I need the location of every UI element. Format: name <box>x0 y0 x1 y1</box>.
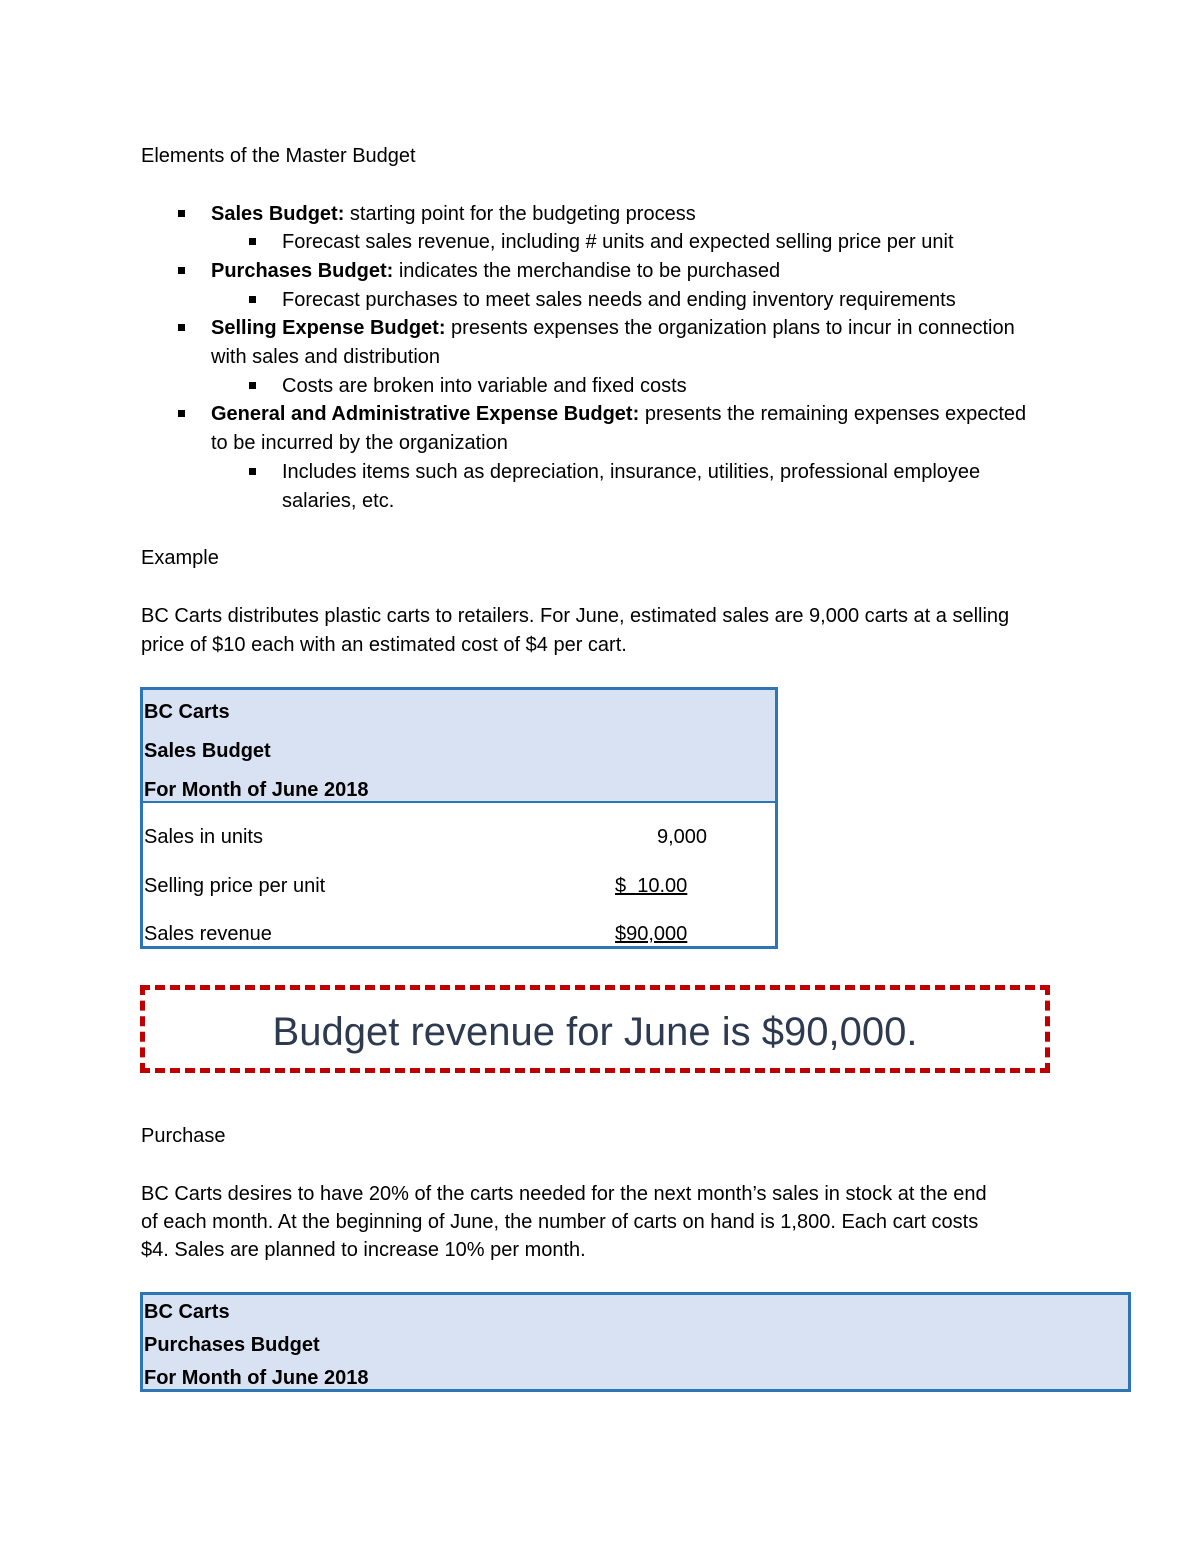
callout-text: Budget revenue for June is $90,000. <box>272 1010 918 1054</box>
list-item-term: General and Administrative Expense Budget: <box>211 403 640 425</box>
revenue-callout <box>140 985 1050 1073</box>
table-row-value: $ 10.00 <box>615 875 688 897</box>
sub-bullet-marker <box>249 382 256 389</box>
purchase-paragraph-line: $4. Sales are planned to increase 10% per month. <box>141 1239 586 1261</box>
list-item-term: Selling Expense Budget: <box>211 317 446 339</box>
bullet-marker <box>178 267 185 274</box>
sub-list-item: Costs are broken into variable and fixed costs <box>282 375 687 397</box>
sales-budget-header <box>143 690 775 803</box>
sub-bullet-marker <box>249 468 256 475</box>
sub-bullet-marker <box>249 296 256 303</box>
table-company: BC Carts <box>144 701 230 723</box>
section-title: Elements of the Master Budget <box>141 145 416 167</box>
example-paragraph-line: BC Carts distributes plastic carts to retailers. For June, estimated sales are 9,000 carts at a selling <box>141 605 1010 627</box>
table-period: For Month of June 2018 <box>144 1367 369 1389</box>
list-item-desc: presents the remaining expenses expected <box>639 403 1027 425</box>
sub-list-item: Forecast purchases to meet sales needs and ending inventory requirements <box>282 289 956 311</box>
list-item <box>211 314 1015 343</box>
sub-list-item: Forecast sales revenue, including # units and expected selling price per unit <box>282 231 954 253</box>
purchase-heading: Purchase <box>141 1125 226 1147</box>
list-item-desc: indicates the merchandise to be purchased <box>393 260 781 282</box>
list-item <box>211 400 1026 429</box>
sub-bullet-marker <box>249 238 256 245</box>
list-item-desc: presents expenses the organization plans to incur in connection <box>445 317 1015 339</box>
table-row-value: 9,000 <box>657 826 708 848</box>
purchase-paragraph-line: BC Carts desires to have 20% of the carts needed for the next month’s sales in stock at the end <box>141 1183 987 1205</box>
sub-list-item-continued: salaries, etc. <box>282 490 395 512</box>
sales-budget-table <box>140 687 778 949</box>
purchase-paragraph-line: of each month. At the beginning of June, the number of carts on hand is 1,800. Each cart costs <box>141 1211 979 1233</box>
example-paragraph-line: price of $10 each with an estimated cost of $4 per cart. <box>141 634 627 656</box>
list-item-term: Sales Budget: <box>211 203 345 225</box>
table-company: BC Carts <box>144 1301 230 1323</box>
list-item-desc: starting point for the budgeting process <box>344 203 696 225</box>
table-row-label: Selling price per unit <box>144 875 326 897</box>
list-item-term: Purchases Budget: <box>211 260 394 282</box>
table-row-label: Sales revenue <box>144 923 272 945</box>
list-item-desc-continued: with sales and distribution <box>211 346 441 368</box>
purchases-budget-table <box>140 1292 1131 1392</box>
table-period: For Month of June 2018 <box>144 779 369 801</box>
table-title: Purchases Budget <box>144 1334 320 1356</box>
table-row-value: $90,000 <box>615 923 688 945</box>
sub-list-item: Includes items such as depreciation, insurance, utilities, professional employee <box>282 461 981 483</box>
bullet-marker <box>178 210 185 217</box>
bullet-marker <box>178 324 185 331</box>
table-row-label: Sales in units <box>144 826 263 848</box>
list-item-desc-continued: to be incurred by the organization <box>211 432 508 454</box>
bullet-marker <box>178 410 185 417</box>
example-heading: Example <box>141 547 219 569</box>
list-item <box>211 257 780 286</box>
list-item <box>211 200 696 229</box>
table-title: Sales Budget <box>144 740 271 762</box>
